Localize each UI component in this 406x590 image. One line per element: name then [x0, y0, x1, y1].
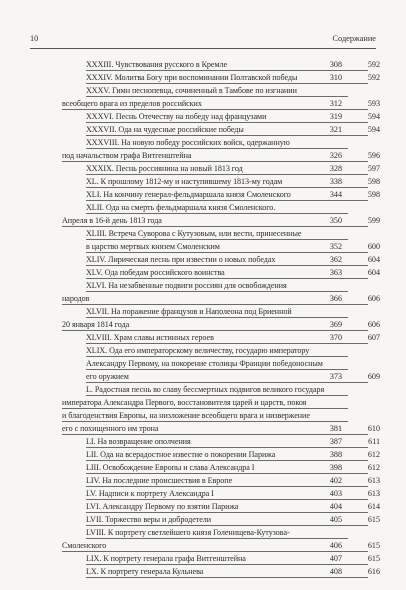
toc-entry-line: императора Александра Первого, восстановителя царей и царств, покоя [62, 398, 307, 407]
toc-commentary-page-number: 611 [368, 437, 380, 446]
entry-underline [86, 395, 348, 396]
toc-commentary-page-number: 593 [367, 99, 380, 108]
toc-entry-line: XLVII. На поражение французов и Наполеона под Бриенной [86, 307, 292, 316]
toc-entry-line: его оружием [86, 372, 129, 381]
toc-entry-line: Апреля в 16-й день 1813 года [62, 216, 162, 225]
entry-underline [86, 525, 368, 526]
entry-underline [62, 408, 348, 409]
entry-underline [86, 499, 368, 500]
toc-entry-line: XXXIX. Песнь россиянина на новый 1813 год [86, 164, 243, 173]
entry-underline [62, 330, 368, 331]
toc-page-number: 373 [329, 372, 342, 381]
toc-entry-line: Александру Первому, на покорение столицы Франции победоносным [86, 359, 323, 368]
toc-commentary-page-number: 607 [367, 333, 380, 342]
toc-page-number: 362 [329, 255, 342, 264]
toc-page-number: 326 [329, 151, 342, 160]
entry-underline [62, 551, 368, 552]
toc-entry-line: XLVIII. Храм славы истинных героев [86, 333, 214, 342]
toc-entry-line: XLII. Ода на смерть фельдмаршала князя Смоленского. [86, 203, 276, 212]
toc-entry-line: XXXIII. Чувствования русского в Кремле [86, 60, 228, 69]
toc-entry-line: L. Радостная песнь во славу бессмертных подвигов великого государя [86, 385, 325, 394]
toc-entry-line: его с похищенного им трона [62, 424, 159, 433]
toc-entry-line: XXXV. Гимн песнопевца, сочиненный в Тамбове по изгнании [86, 86, 297, 95]
toc-commentary-page-number: 599 [367, 216, 380, 225]
page-number: 10 [30, 34, 39, 43]
entry-underline [62, 226, 368, 227]
toc-page-number: 404 [329, 502, 342, 511]
entry-underline [86, 70, 368, 71]
toc-entry-line: XLIX. Ода его императорскому величеству, государю императору [86, 346, 310, 355]
entry-underline [86, 356, 348, 357]
toc-commentary-page-number: 613 [367, 489, 380, 498]
toc-entry-line: в царство мертвых князем Смоленским [86, 242, 220, 251]
toc-entry-line: под начальством графа Витгенштейна [62, 151, 192, 160]
running-header [30, 34, 376, 46]
toc-commentary-page-number: 598 [367, 177, 380, 186]
toc-page-number: 310 [329, 73, 342, 82]
toc-entry-line: XLI. На кончину генерал-фельдмаршала князя Смоленского [86, 190, 291, 199]
toc-page-number: 381 [329, 424, 342, 433]
section-title: Содержание [332, 34, 376, 43]
entry-underline [86, 239, 348, 240]
entry-underline [86, 460, 368, 461]
toc-entry-line: и благоденствия Европы, на низложение всеобщего врага и низвержение [62, 411, 310, 420]
toc-page-number: 398 [329, 463, 342, 472]
entry-underline [86, 577, 368, 578]
entry-underline [86, 538, 348, 539]
toc-entry-line: LIII. Освобождение Европы и слава Александра I [86, 463, 255, 472]
entry-underline [62, 421, 348, 422]
toc-entry-line: 20 января 1814 года [62, 320, 130, 329]
entry-underline [86, 473, 368, 474]
toc-commentary-page-number: 606 [367, 294, 380, 303]
toc-entry-line: XLIV. Лирическая песнь при известии о новых победах [86, 255, 276, 264]
toc-page-number: 403 [329, 489, 342, 498]
toc-entry-line: LIX. К портрету генерала графа Витгенштейна [86, 554, 246, 563]
entry-underline [86, 96, 348, 97]
toc-page-number: 328 [329, 164, 342, 173]
toc-entry-line: LVIII. К портрету светлейшего князя Голенищева-Кутузова- [86, 528, 290, 537]
entry-underline [86, 200, 368, 201]
entry-underline [86, 122, 368, 123]
toc-commentary-page-number: 615 [367, 541, 380, 550]
toc-commentary-page-number: 594 [367, 112, 380, 121]
entry-underline [86, 278, 368, 279]
entry-underline [86, 564, 368, 565]
toc-page-number: 406 [329, 541, 342, 550]
toc-page-number: 321 [329, 125, 342, 134]
toc-commentary-page-number: 612 [367, 450, 380, 459]
toc-entry-line: LX. К портрету генерала Кульнева [86, 567, 204, 576]
entry-underline [86, 486, 368, 487]
entry-underline [86, 343, 368, 344]
toc-commentary-page-number: 610 [367, 424, 380, 433]
toc-entry-line: XLIII. Встреча Суворова с Кутузовым, или вести, принесенные [86, 229, 302, 238]
toc-entry-line: XLV. Ода победам российского воинства [86, 268, 225, 277]
toc-entry-line: LII. Ода на всерадостное известие о покорении Парижа [86, 450, 276, 459]
toc-entry-line: всеобщего врага из пределов российских [62, 99, 202, 108]
toc-entry-line: XXXVI. Песнь Отечеству на победу над французами [86, 112, 267, 121]
toc-page-number: 338 [329, 177, 342, 186]
entry-underline [62, 304, 368, 305]
toc-page-number: 312 [329, 99, 342, 108]
entry-underline [62, 109, 368, 110]
toc-page-number: 366 [329, 294, 342, 303]
toc-page-number: 387 [329, 437, 342, 446]
toc-commentary-page-number: 614 [367, 502, 380, 511]
toc-commentary-page-number: 606 [367, 320, 380, 329]
toc-page-number: 350 [329, 216, 342, 225]
entry-underline [86, 512, 368, 513]
toc-commentary-page-number: 615 [367, 554, 380, 563]
toc-entry-line: LI. На возвращение ополчения [86, 437, 191, 446]
toc-commentary-page-number: 594 [367, 125, 380, 134]
toc-page-number: 319 [329, 112, 342, 121]
entry-underline [86, 317, 348, 318]
toc-page-number: 408 [329, 567, 342, 576]
toc-entry-line: LV. Надписи к портрету Александра I [86, 489, 214, 498]
toc-page-number: 363 [329, 268, 342, 277]
toc-page-number: 388 [329, 450, 342, 459]
toc-commentary-page-number: 598 [367, 190, 380, 199]
toc-commentary-page-number: 592 [367, 60, 380, 69]
toc-commentary-page-number: 604 [367, 255, 380, 264]
toc-entry-line: LVI. Александру Первому по взятии Парижа [86, 502, 239, 511]
header-rule [30, 48, 376, 49]
toc-entry-line: XLVI. На незабвенные подвиги россиян для освобождения [86, 281, 287, 290]
entry-underline [86, 369, 348, 370]
toc-entry-line: LIV. На последние происшествия в Европе [86, 476, 233, 485]
toc-page-number: 308 [329, 60, 342, 69]
toc-commentary-page-number: 596 [367, 151, 380, 160]
toc-commentary-page-number: 612 [367, 463, 380, 472]
toc-entry-line: народов [62, 294, 90, 303]
toc-entry-line: XL. К прошлому 1812-му и наступившему 1813-му годам [86, 177, 283, 186]
entry-underline [86, 135, 368, 136]
entry-underline [86, 265, 368, 266]
toc-commentary-page-number: 597 [367, 164, 380, 173]
toc-page-number: 344 [329, 190, 342, 199]
toc-entry-line: LVII. Торжество веры и добродетели [86, 515, 212, 524]
entry-underline [86, 83, 368, 84]
entry-underline [86, 213, 348, 214]
toc-commentary-page-number: 613 [367, 476, 380, 485]
toc-page-number: 405 [329, 515, 342, 524]
entry-underline [62, 161, 368, 162]
toc-commentary-page-number: 616 [367, 567, 380, 576]
toc-page-number: 370 [329, 333, 342, 342]
entry-underline [86, 447, 368, 448]
toc-entry-line: XXXIV. Молитва Богу при воспоминании Полтавской победы [86, 73, 298, 82]
toc-page-number: 402 [329, 476, 342, 485]
toc-commentary-page-number: 609 [367, 372, 380, 381]
toc-page-number: 369 [329, 320, 342, 329]
entry-underline [62, 434, 368, 435]
toc-entry-line: XXXVIII. На новую победу российских войск, одержанную [86, 138, 290, 147]
toc-commentary-page-number: 604 [367, 268, 380, 277]
toc-page-number: 407 [329, 554, 342, 563]
toc-entry-line: XXXVII. Ода на чудесные российские победы [86, 125, 244, 134]
entry-underline [86, 291, 348, 292]
entry-underline [86, 382, 368, 383]
entry-underline [86, 148, 348, 149]
toc-entry-line: Смоленского [62, 541, 107, 550]
entry-underline [86, 174, 368, 175]
toc-commentary-page-number: 600 [367, 242, 380, 251]
toc-commentary-page-number: 592 [367, 73, 380, 82]
toc-commentary-page-number: 615 [367, 515, 380, 524]
toc-page-number: 352 [329, 242, 342, 251]
entry-underline [86, 187, 368, 188]
entry-underline [86, 252, 368, 253]
